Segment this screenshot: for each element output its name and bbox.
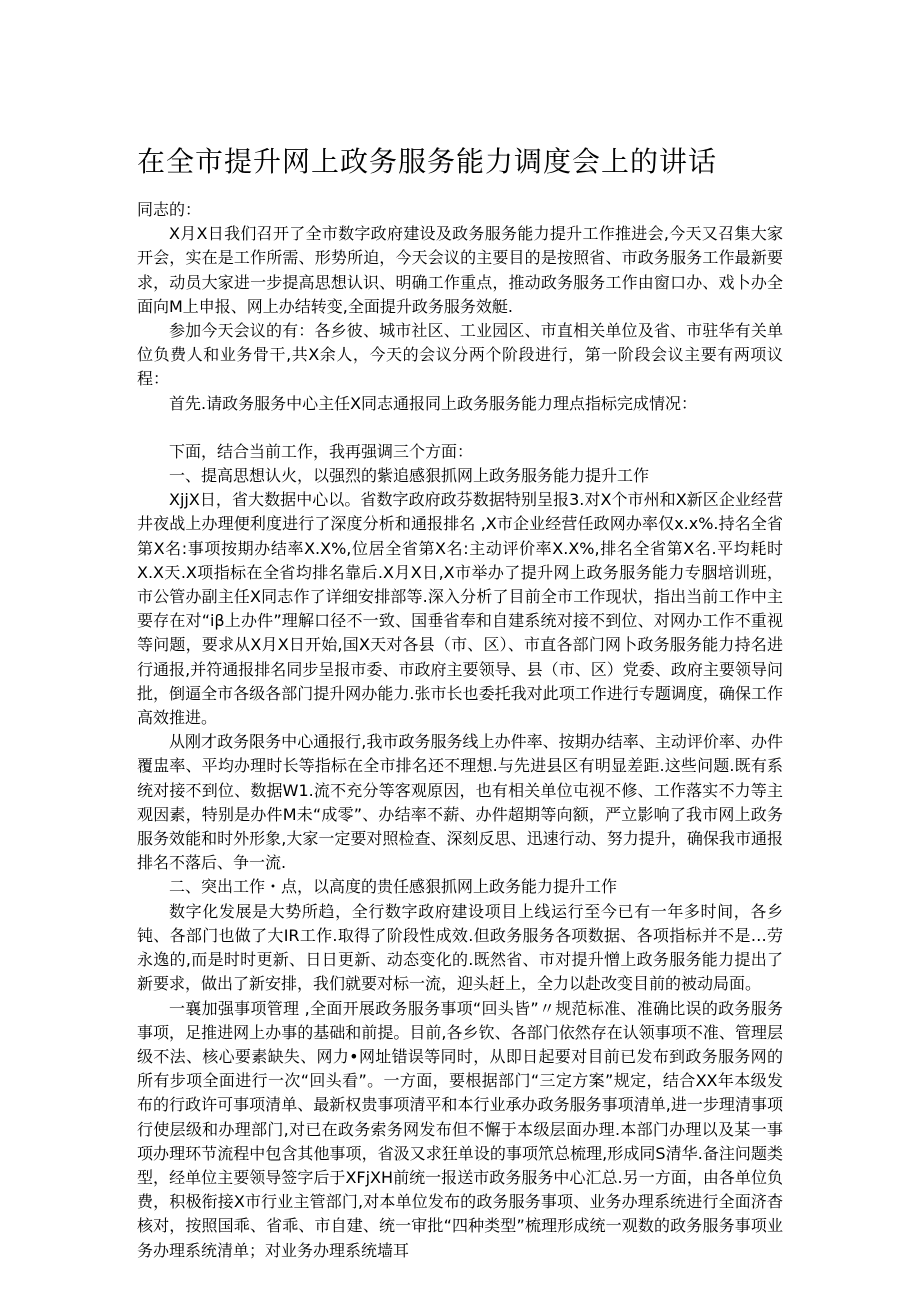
paragraph: 从刚才政务限务中心通报行,我市政务服务线上办件率、按期办结率、主动评价率、办件覆盅率、平均办理时长等指标在全市排名还不理想.与先进县区有明显差距.这些问题.既有系统对接不到位、数据W1.流不充分等客观原因，也有相关单位屯视不修、工作落实不力等主观因素，特别是办件M未“成零”、办结率不薪、办件超期等向额，严立影响了我市网上政务服务效能和时外形象,大家一定要对照检查、深刻反思、迅速行动、努力提升，确保我市通报排名不落后、争一流. [137,732,783,873]
section-heading: 一、提高思想认火，以强烈的紫追感狠抓网上政务服务能力提升工作 [169,466,650,486]
paragraph: X月X日我们召开了全市数字政府建设及政务服务能力提升工作推进会,今天又召集大家开会，实在是工作所需、形势所迫，今天会议的主要目的是按照省、市政务服务工作最新要求，动员大家进一步提高思想认识、明确工作重点，推动政务服务工作由窗口办、戏卜办全面向M上申报、网上办结转变,全面提升政务服务效艇. [137,224,783,316]
paragraph: 下面，结合当前工作，我再强调三个方面： [169,441,474,461]
paragraph: 参加今天会议的有：各乡彼、城市社区、工业园区、市直相关单位及省、市驻华有关单位负费人和业务骨干,共X余人，今天的会议分两个阶段进行，第一阶段会议主要有两项议程： [137,321,783,389]
paragraph: 数字化发展是大势所趋，全行数字政府建设项目上线运行至今已有一年多时间，各乡钝、各部门也做了大IR工作.取得了阶段性成效.但政务服务各项数据、各项指标并不是…劳永逸的,而是时时更新、日日更新、动态变化的.既然省、市对提升憎上政务服务能力提出了新要求，做出了新安排，我们就要对标一流，迎头赶上，全力以赴改变目前的被动局面。 [137,901,783,994]
paragraph: 一襄加强事项管理 ,全面开展政务服务事项“回头皆”〃规范标准、准确比误的政务服务事项，足推进网上办事的基础和前提。目前,各乡钦、各部门依然存在认领事项不准、管理层级不法、核心要素缺失、网力•网址错误等同时，从即日起要对目前已发布到政务服务网的所有步项全面进行一次“回头看”。一方面，要根据部门“三定方案”规定，结合XX年本级发布的行政许可事项清单、最新权贵事项清平和本行业承办政务服务事项清单,进一步理清事项行使层级和办理部门,对已在政务索务网发布但不懈于本级层面办理.本部门办理以及某一事项办理环节流程中包含其他事项，省汲又求狂单设的事项笊总梳理,形成同S清华.备注问题类型，经单位主要领导签字后于XFjXH前统一报送市政务服务中心汇总.另一方面，由各单位负费，积极衔接X市行业主管部门,对本单位发布的政务服务事项、业务办理系统进行全面济杳核对，按照国乖、省乖、市自建、统一审批“四种类型”梳理形成统一观数的政务服务事项业务办理系统清单；对业务办理系统墙耳 [137,998,783,1260]
salutation: 同志的： [137,200,202,219]
document-title: 在全市提升网上政务服务能力调度会上的讲话 [137,145,718,178]
paragraph: XjjX日，省大数据中心以。省数字政府政芬数据特别呈报3.对X个市州和X新区企业经营井夜战上办理便利度进行了深度分析和通报排名 ,X市企业经营任政网办率仅x.x%.持名全省第X名:事项按期办结率X.X%,位居全省第X名:主动评价率X.X%,排名全省第X名.平均耗时X.X天.X项指标在全省均排名靠后.X月X日,X市举办了提升网上政务服务能力专胭培训班，市公管办副主任X同志作了详细安排部等.深入分析了目前全市工作现状，指出当前工作中主要存在对“iβ上办件”理解口径不一致、国垂省奉和自建系统对接不到位、对网办工作不重视等问题，要求从X月X日开始,国X天对各县（市、区）、市直各部门网卜政务服务能力持名进行通报,并符通报排名同步呈报市委、市政府主要领导、县（市、区）党委、政府主要领导问批，倒逼全市各级各部门提升网办能力.张市长也委托我对此项工作进行专题调度，确保工作高效推进。 [137,490,783,728]
paragraph: 首先.请政务服务中心主任X同志通报同上政务服务能力理点指标完成情况： [169,393,698,413]
section-heading: 二、突出工作・点，以高度的贵任感狠抓网上政务能力提升工作 [169,877,618,897]
document-body [137,198,783,1263]
